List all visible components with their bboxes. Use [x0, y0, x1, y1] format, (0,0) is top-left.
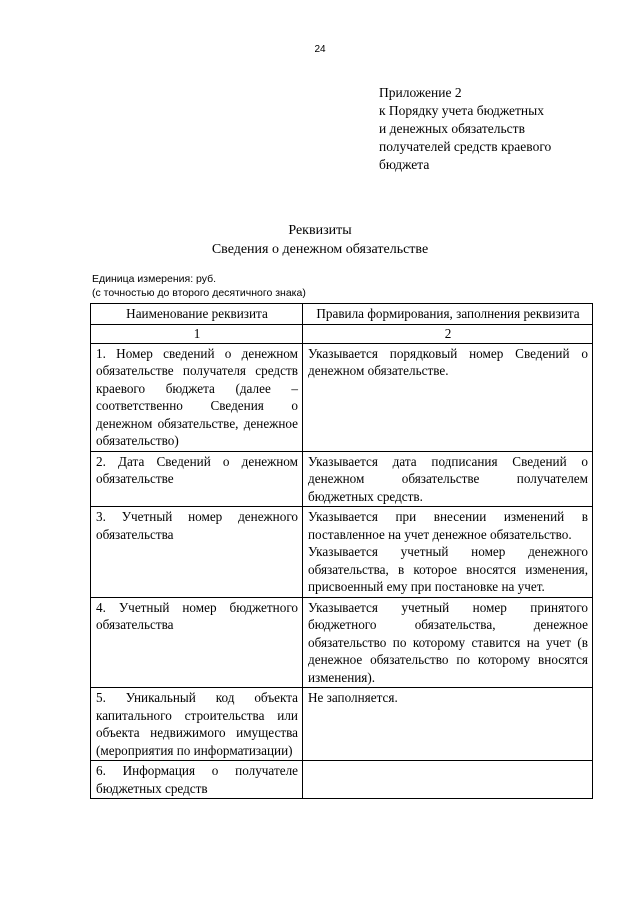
table-row — [91, 597, 593, 688]
title-line-2: Сведения о денежном обязательстве — [211, 242, 429, 257]
appendix-line: и денежных обязательств — [379, 121, 525, 136]
table-header-row — [91, 304, 593, 325]
rule-paragraph: Указывается при внесении изменений в поставленное на учет денежное обязательство. — [308, 509, 588, 542]
title-line-1: Реквизиты — [288, 223, 352, 238]
appendix-line: Приложение 2 — [379, 85, 462, 100]
requisite-name: 2. Дата Сведений о денежном обязательстве — [91, 451, 303, 507]
table-row — [91, 507, 593, 598]
requisites-table — [90, 303, 593, 799]
requisite-rules — [303, 343, 593, 451]
unit-line: Единица измерения: руб. — [92, 273, 217, 285]
requisite-rules — [303, 688, 593, 761]
table-row — [91, 761, 593, 799]
requisite-name: 5. Уникальный код объекта капитального строительства или объекта недвижимого имущества (мероприятия по информатизации) — [91, 688, 303, 761]
appendix-line: бюджета — [379, 157, 430, 172]
column-header-name: Наименование реквизита — [91, 304, 303, 325]
rule-paragraph: Не заполняется. — [308, 690, 398, 705]
rule-paragraph: Указывается дата подписания Сведений о денежном обязательстве получателем бюджетных средств. — [308, 453, 588, 504]
column-number: 1 — [91, 324, 303, 343]
page-number: 24 — [314, 44, 326, 55]
requisite-name: 1. Номер сведений о денежном обязательстве получателя средств краевого бюджета (далее – соответственно Сведения о денежном обязательстве, денежное обязательство) — [91, 343, 303, 451]
requisite-name: 3. Учетный номер денежного обязательства — [91, 507, 303, 598]
table-row — [91, 343, 593, 451]
appendix-line: получателей средств краевого — [379, 139, 552, 154]
appendix-block — [379, 84, 619, 174]
requisite-rules — [303, 507, 593, 598]
appendix-line: к Порядку учета бюджетных — [379, 103, 544, 118]
table-row — [91, 688, 593, 761]
requisite-rules — [303, 761, 593, 799]
requisite-rules — [303, 597, 593, 688]
requisite-name: 4. Учетный номер бюджетного обязательства — [91, 597, 303, 688]
column-header-rules: Правила формирования, заполнения реквизита — [303, 304, 593, 325]
requisite-rules — [303, 451, 593, 507]
precision-line: (с точностью до второго десятичного знака) — [92, 287, 306, 299]
rule-paragraph: Указывается учетный номер денежного обязательства, в которое вносятся изменения, присвоенный ему при постановке на учет. — [308, 544, 588, 594]
document-title — [0, 221, 640, 259]
unit-note — [92, 272, 306, 300]
table-row — [91, 451, 593, 507]
rule-paragraph: Указывается учетный номер принятого бюджетного обязательства, денежное обязательство по которому ставится на учет (в денежное обязательство по которому вносятся изменения). — [308, 599, 588, 685]
requisite-name: 6. Информация о получателе бюджетных средств — [91, 761, 303, 799]
rule-paragraph: Указывается порядковый номер Сведений о денежном обязательстве. — [308, 345, 588, 378]
column-number-row — [91, 324, 593, 343]
column-number: 2 — [303, 324, 593, 343]
